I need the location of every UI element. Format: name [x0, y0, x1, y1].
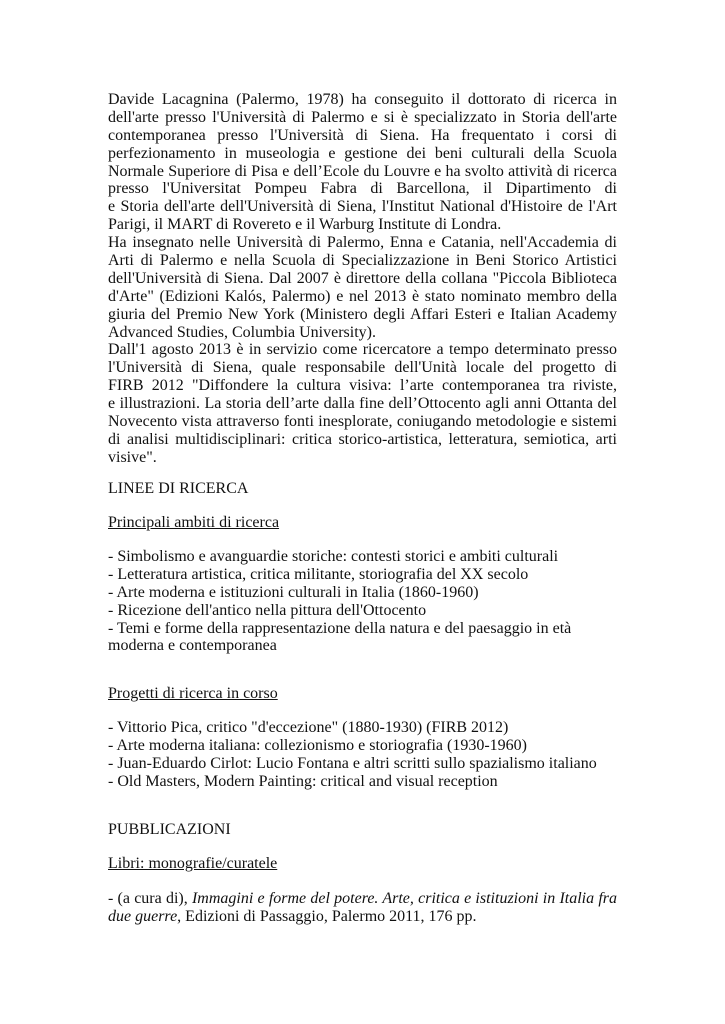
section-heading-pubblicazioni: PUBBLICAZIONI: [108, 821, 231, 838]
list-item: - Old Masters, Modern Painting: critical and visual reception: [108, 772, 498, 790]
subheading-principali-ambiti: Principali ambiti di ricerca: [108, 514, 280, 531]
subheading-libri: Libri: monografie/curatele: [108, 855, 278, 872]
entry-title-line1: Immagini e forme del potere. Arte, critica e istituzioni in Italia fra: [191, 890, 617, 907]
bio-line: Normale Superiore di Pisa e dell’Ecole du Louvre e ha svolto attività di ricerca: [108, 162, 617, 180]
research-projects-list: [108, 719, 617, 791]
bio-line: presso l'Universitat Pompeu Fabra di Barcellona, il Dipartimento di: [108, 180, 617, 198]
research-areas-list: [108, 548, 617, 655]
bio-line: l'Università di Siena, quale responsabile dell'Unità locale del progetto di: [108, 359, 617, 377]
list-item: - Arte moderna e istituzioni culturali in Italia (1860-1960): [108, 583, 479, 601]
subheading-progetti-in-corso: Progetti di ricerca in corso: [108, 685, 278, 702]
biography-paragraphs: [108, 91, 617, 467]
bio-line: contemporanea presso l'Università di Siena. Ha frequentato i corsi di: [108, 126, 617, 144]
bio-line: Advanced Studies, Columbia University).: [108, 323, 376, 341]
list-item: - Ricezione dell'antico nella pittura dell'Ottocento: [108, 601, 427, 619]
bio-line: e Storia dell'arte dell'Università di Siena, l'Institut National d'Histoire de l'Art: [108, 198, 617, 216]
bio-line: perfezionamento in museologia e gestione dei beni culturali della Scuola: [108, 144, 617, 162]
list-item: - Vittorio Pica, critico "d'eccezione" (1880-1930) (FIRB 2012): [108, 719, 509, 736]
list-item: - Temi e forme della rappresentazione della natura e del paesaggio in età: [108, 619, 572, 637]
bio-line: giuria del Premio New York (Ministero degli Affari Esteri e Italian Academy: [108, 305, 617, 323]
list-item: moderna e contemporanea: [108, 637, 277, 655]
bio-line: visive".: [108, 448, 157, 466]
bio-line: Arti di Palermo e nella Scuola di Specializzazione in Beni Storico Artistici: [108, 252, 617, 270]
list-item: - Arte moderna italiana: collezionismo e storiografia (1930-1960): [108, 736, 527, 754]
publication-entry: [108, 890, 617, 926]
bio-line: Davide Lacagnina (Palermo, 1978) ha conseguito il dottorato di ricerca in: [108, 91, 617, 108]
bio-line: e illustrazioni. La storia dell’arte dalla fine dell’Ottocento agli anni Ottanta del: [108, 395, 617, 413]
section-heading-linee-di-ricerca: LINEE DI RICERCA: [108, 480, 249, 497]
bio-line: d'Arte" (Edizioni Kalós, Palermo) e nel 2013 è stato nominato membro della: [108, 287, 617, 305]
bio-line: FIRB 2012 "Diffondere la cultura visiva: l’arte contemporanea tra riviste,: [108, 377, 617, 395]
bio-line: Ha insegnato nelle Università di Palermo, Enna e Catania, nell'Accademia di: [108, 234, 617, 252]
bio-line: dell'Università di Siena. Dal 2007 è direttore della collana "Piccola Biblioteca: [108, 269, 617, 287]
list-item: - Juan-Eduardo Cirlot: Lucio Fontana e altri scritti sullo spazialismo italiano: [108, 754, 597, 772]
bio-line: Dall'1 agosto 2013 è in servizio come ricercatore a tempo determinato presso: [108, 341, 617, 359]
entry-prefix: - (a cura di),: [108, 890, 192, 907]
list-item: - Simbolismo e avanguardie storiche: contesti storici e ambiti culturali: [108, 548, 559, 565]
bio-line: di analisi multidisciplinari: critica storico-artistica, letteratura, semiotica, arti: [108, 430, 617, 448]
bio-line: Parigi, il MART di Rovereto e il Warburg Institute di Londra.: [108, 216, 502, 234]
bio-line: Novecento vista attraverso fonti inesplorate, coniugando metodologie e sistemi: [108, 413, 617, 431]
entry-title-line2: due guerre: [108, 907, 178, 925]
entry-rest: , Edizioni di Passaggio, Palermo 2011, 176 pp.: [177, 907, 477, 925]
bio-line: dell'arte presso l'Università di Palermo e si è specializzato in Storia dell'arte: [108, 108, 617, 126]
list-item: - Letteratura artistica, critica militante, storiografia del XX secolo: [108, 565, 529, 583]
